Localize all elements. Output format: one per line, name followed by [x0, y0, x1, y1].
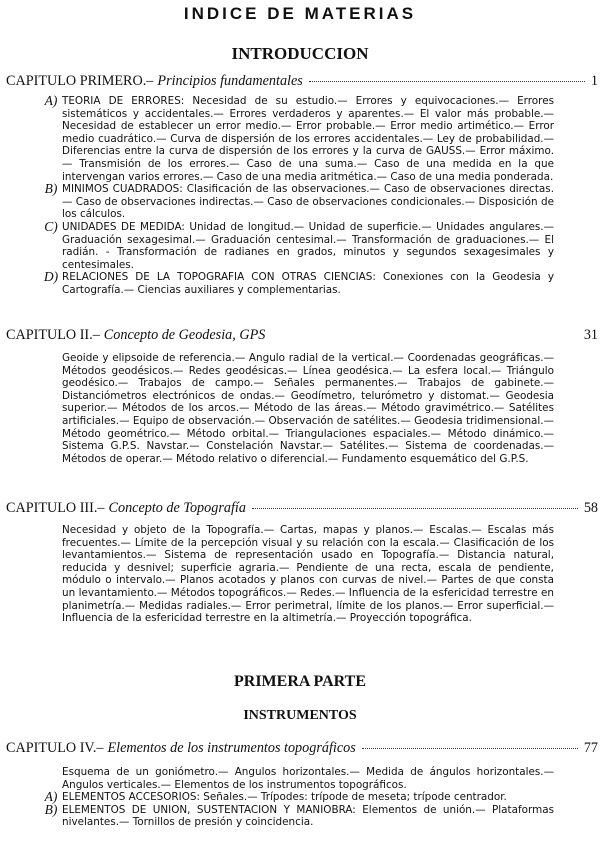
list-item [40, 271, 554, 296]
item-text: MINIMOS CUADRADOS: Clasificación de las observaciones.— Caso de observaciones directas.— Caso de observaciones indirectas.— Caso de observaciones condicionales.— Disposición de los cálculos. [62, 183, 554, 221]
item-text: ELEMENTOS DE UNION, SUSTENTACION Y MANIOBRA: Elementos de unión.— Plataformas nivelantes.— Tornillos de presión y coincidencia. [62, 803, 554, 829]
chapter-2-contents [62, 352, 554, 465]
chapter-4-contents [40, 766, 554, 829]
item-letter: A) [44, 789, 58, 805]
chapter-entry-3 [6, 500, 598, 520]
section-heading-instrumentos: INSTRUMENTOS [243, 708, 357, 723]
list-item [40, 183, 554, 221]
item-text: UNIDADES DE MEDIDA: Unidad de longitud.— Unidad de superficie.— Unidades angulares.— Graduación sexagesimal.— Graduación centesimal.— Transformación de graduaciones.— El radián. - Transformación de radianes en grados, minutos y segundos sexagesimales y centesimales. [62, 220, 554, 271]
chapter-paragraph: Esquema de un goniómetro.— Angulos horizontales.— Medida de ángulos horizontales.— Angulos verticales.— Elementos de los instrumentos topográficos. [62, 766, 554, 791]
chapter-label: CAPITULO IV.– [6, 740, 104, 756]
chapter-paragraph: Necesidad y objeto de la Topografía.— Cartas, mapas y planos.— Escalas.— Escalas más frecuentes.— Límite de la percepción visual y su relación con la escala.— Clasificación de los levantamientos.— Sistema de representación usado en Topografía.— Distancia natural, reducida y desnivel; superficie agraria.— Pendiente de una recta, escala de pendiente, módulo o intervalo.— Planos acotados y planos con curvas de nivel.— Partes de que consta un levantamiento.— Métodos topográficos.— Redes.— Influencia de la esfericidad terrestre en planimetría.— Medidas radiales.— Error perimetral, límite de los planos.— Error superficial.— Influencia de la esfericidad terrestre en la altimetría.— Proyección topográfica. [62, 524, 554, 625]
chapter-3-contents [62, 524, 554, 625]
chapter-title: Principios fundamentales [157, 73, 303, 89]
chapter-label: CAPITULO PRIMERO.– [6, 73, 154, 89]
list-item [40, 218, 554, 271]
dot-leader [309, 81, 585, 82]
item-letter: B) [44, 181, 58, 197]
chapter-page-number: 58 [583, 500, 598, 516]
item-text: TEORIA DE ERRORES: Necesidad de su estudio.— Errores y equivocaciones.— Errores sistemáticos y accidentales.— Errores verdaderos y aparentes.— El valor más probable.— Necesidad de establecer un error medio.— Error probable.— Error medio artimético.— Error medio cuadrático.— Curva de dispersión de los errores accidentales.— Ley de probabilidad.— Diferencias entre la curva de dispersión de los errores y la curva de GAUSS.— Error máximo.— Transmisión de los errores.— Caso de una suma.— Caso de una medida en la que intervengan varios errores.— Caso de una media aritmética.— Caso de una media ponderada. [62, 95, 554, 183]
chapter-paragraph: Geoide y elipsoide de referencia.— Angulo radial de la vertical.— Coordenadas geográficas.— Métodos geodésicos.— Redes geodésicas.— Línea geodésica.— La esfera local.— Triángulo geodésico.— Trabajos de campo.— Señales permanentes.— Trabajos de gabinete.— Distanciómetros electrónicos de ondas.— Geodímetro, telurómetro y distomat.— Geodesia superior.— Métodos de los arcos.— Método de las áreas.— Método gravimétrico.— Satélites artificiales.— Equipo de observación.— Observación de satélites.— Geodesia tridimensional.— Método geométrico.— Método orbital.— Triangulaciones espaciales.— Método dinámico.— Sistema G.P.S. Navstar.— Constelación Navstar.— Satélites.— Sistema de coordenadas.— Métodos de operar.— Método relativo o diferencial.— Fundamento esquemático del G.P.S. [62, 352, 554, 465]
chapter-page-number: 31 [583, 327, 598, 343]
part-heading: PRIMERA PARTE [233, 673, 367, 690]
item-letter: D) [43, 269, 59, 285]
chapter-page-number: 77 [583, 740, 598, 756]
dot-leader [271, 335, 577, 336]
item-letter: A) [44, 93, 58, 108]
dot-leader [252, 508, 578, 509]
chapter-entry-2 [6, 327, 598, 347]
item-letter: C) [44, 218, 58, 234]
chapter-title: Concepto de Geodesia, GPS [103, 327, 266, 343]
chapter-label: CAPITULO II.– [6, 327, 100, 343]
list-item [40, 801, 554, 829]
chapter-entry-4 [6, 740, 598, 760]
item-text: RELACIONES DE LA TOPOGRAFIA CON OTRAS CIENCIAS: Conexiones con la Geodesia y Cartografía.— Ciencias auxiliares y complementarias. [62, 271, 554, 296]
item-letter: B) [44, 801, 58, 817]
chapter-title: Elementos de los instrumentos topográficos [107, 740, 356, 756]
chapter-page-number: 1 [590, 73, 598, 89]
chapter-title: Concepto de Topografía [108, 500, 246, 516]
chapter-1-contents [40, 95, 554, 297]
section-heading-introduccion: INTRODUCCION [231, 44, 369, 63]
list-item [40, 95, 554, 183]
item-text: ELEMENTOS ACCESORIOS: Señales.— Trípodes: trípode de meseta; trípode centrador. [62, 791, 507, 804]
chapter-entry-1 [6, 73, 598, 93]
dot-leader [362, 748, 578, 749]
chapter-label: CAPITULO III.– [6, 500, 105, 516]
list-item [40, 791, 554, 804]
page-title: INDICE DE MATERIAS [183, 4, 417, 23]
